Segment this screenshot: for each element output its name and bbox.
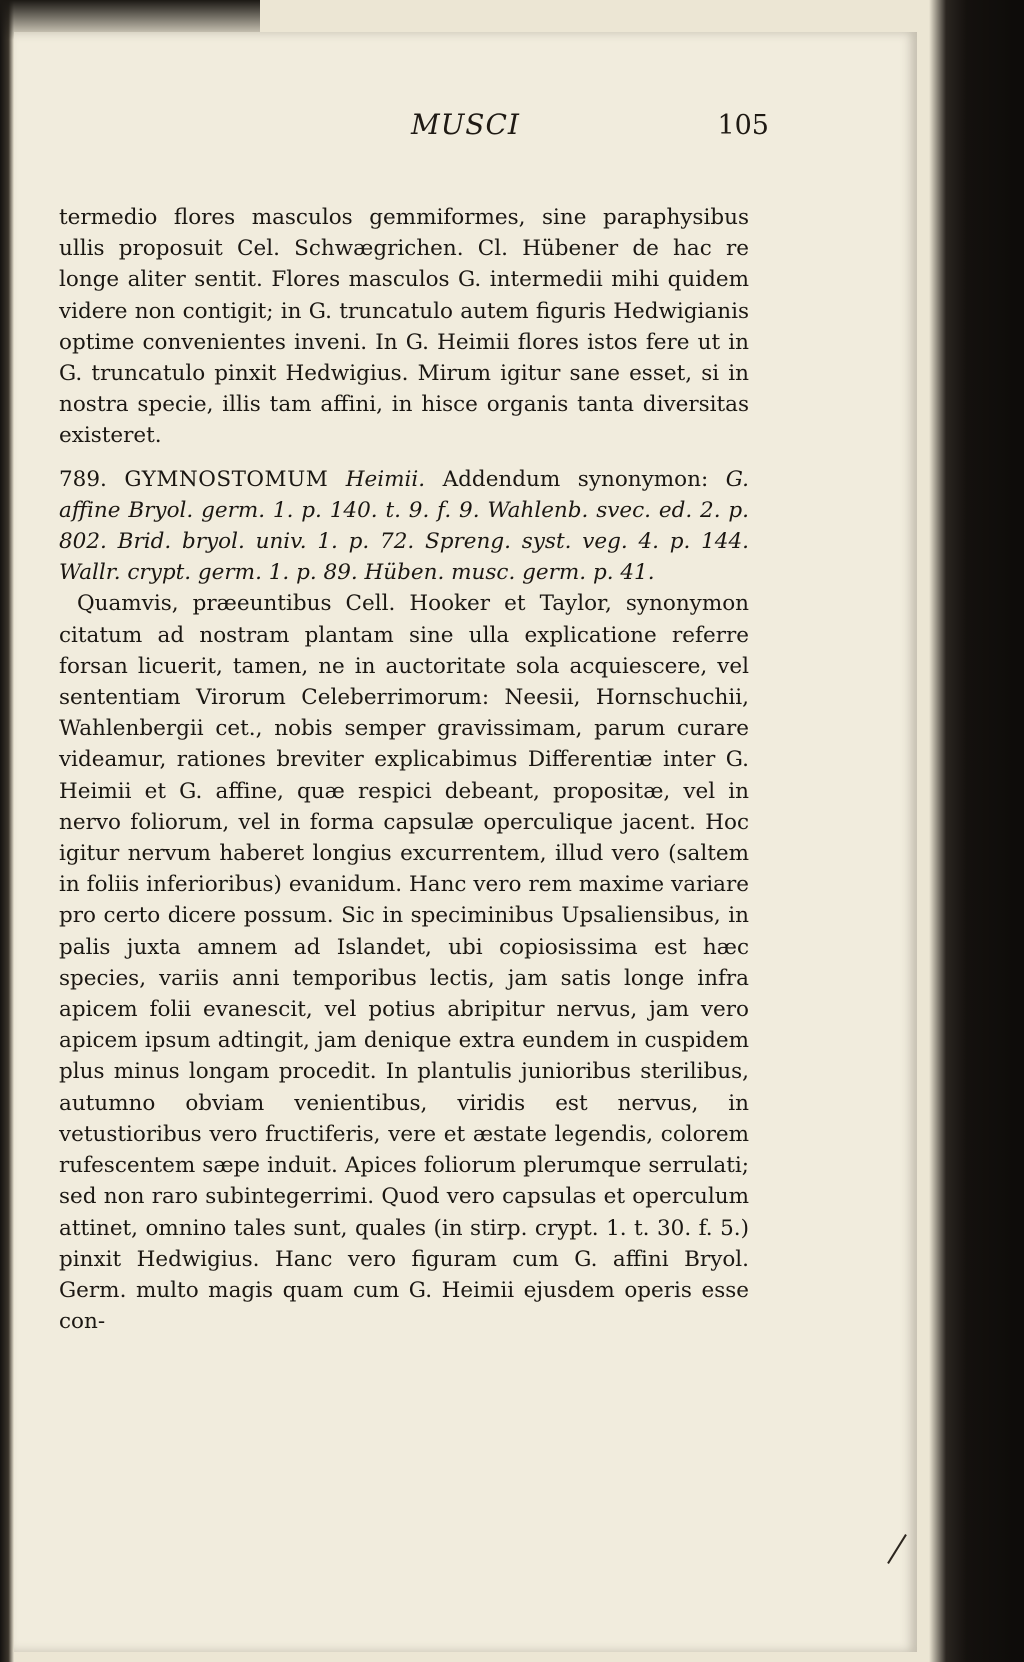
running-head: MUSCI <box>411 108 520 141</box>
page-header <box>14 108 917 168</box>
species-entry <box>59 464 749 589</box>
scan-right-edge <box>929 0 1024 1662</box>
book-page <box>14 32 917 1652</box>
paragraph-discussion: Quamvis, præeuntibus Cell. Hooker et Taylor, synonymon citatum ad nostram plantam sine ulla explicatione referre forsan licuerit, tamen, ne in auctoritate sola acquiescere, vel sententiam Virorum Celeberrimorum: Neesii, Hornschuchii, Wahlenbergii cet., nobis semper gravissimam, parum curare videamur, rationes breviter explicabimus Differentiæ inter G. Heimii et G. affine, quæ respici debeant, propositæ, vel in nervo foliorum, vel in forma capsulæ operculique jacent. Hoc igitur nervum haberet longius excurrentem, illud vero (saltem in foliis inferioribus) evanidum. Hanc vero rem maxime variare pro certo dicere possum. Sic in speciminibus Upsaliensibus, in palis juxta amnem ad Islandet, ubi copiosissima est hæc species, variis anni temporibus lectis, jam satis longe infra apicem folii evanescit, vel potius abripitur nervus, jam vero apicem ipsum adtingit, jam denique extra eundem in cuspidem plus minus longam procedit. In plantulis junioribus sterilibus, autumno obviam venientibus, viridis est nervus, in vetustioribus vero fructiferis, vere et æstate legendis, colorem rufescentem sæpe induit. Apices foliorum plerumque serrulati; sed non raro subintegerrimi. Quod vero capsulas et operculum attinet, omnino tales sunt, quales (in stirp. crypt. 1. t. 30. f. 5.) pinxit Hedwigius. Hanc vero figuram cum G. affini Bryol. Germ. multo magis quam cum G. Heimii ejusdem operis esse con- <box>59 591 749 1335</box>
entry-species: Heimii. <box>345 466 426 492</box>
scan-left-edge <box>0 0 14 1662</box>
body-text <box>59 202 749 1337</box>
entry-number: 789. <box>59 466 107 492</box>
paragraph-continuation: termedio flores masculos gemmiformes, sine paraphysibus ullis proposuit Cel. Schwægrichen. Cl. Hübener de hac re longe aliter sentit. Flores masculos G. intermedii mihi quidem videre non contigit; in G. truncatulo autem figuris Hedwigianis optime convenientes inveni. In G. Heimii flores istos fere ut in G. truncatulo pinxit Hedwigius. Mirum igitur sane esset, si in nostra specie, illis tam affini, in hisce organis tanta diversitas existeret. <box>59 205 749 449</box>
entry-lead: Addendum synonymon: <box>442 466 709 492</box>
page-number: 105 <box>717 110 769 141</box>
entry-genus: GYMNOSTOMUM <box>124 466 329 492</box>
entry-synonyms: G. affine Bryol. germ. 1. p. 140. t. 9. f. 9. Wahlenb. svec. ed. 2. p. 802. Brid. bryol. univ. 1. p. 72. Spreng. syst. veg. 4. p. 144. Wallr. crypt. germ. 1. p. 89. Hüben. musc. germ. p. 41. <box>59 466 749 586</box>
